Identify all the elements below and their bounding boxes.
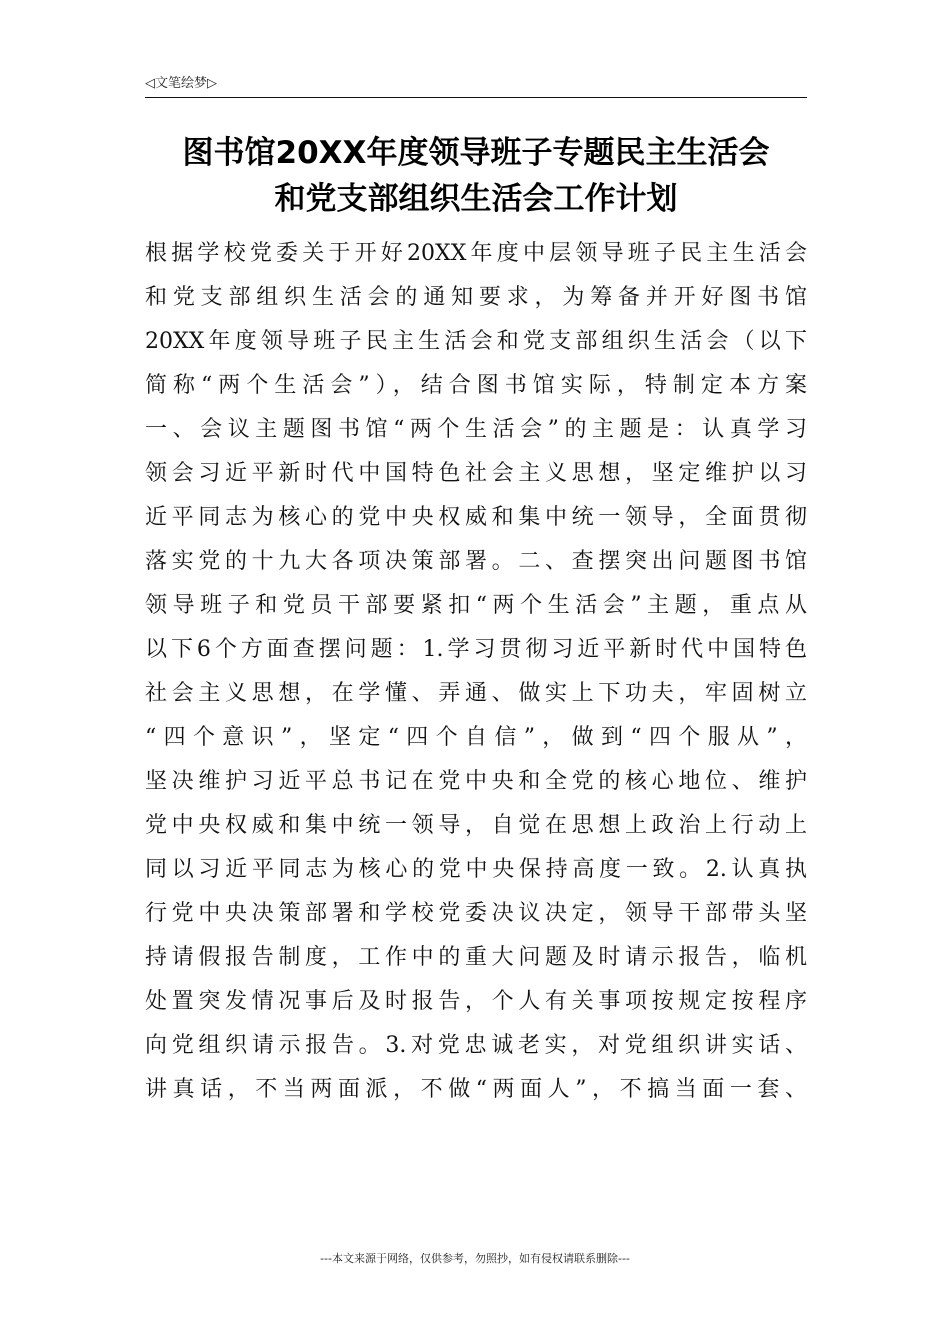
body-line: 以下6个方面查摆问题：1.学习贯彻习近平新时代中国特色: [145, 637, 807, 662]
document-title: [145, 130, 807, 222]
body-line: 一、会议主题图书馆“两个生活会”的主题是：认真学习: [145, 417, 807, 442]
header-divider: [145, 97, 807, 98]
body-line: 坚决维护习近平总书记在党中央和全党的核心地位、维护: [145, 769, 807, 794]
body-line: 社会主义思想，在学懂、弄通、做实上下功夫，牢固树立: [145, 681, 807, 706]
body-line: 20XX年度领导班子民主生活会和党支部组织生活会（以下: [145, 329, 807, 354]
body-line: 领导班子和党员干部要紧扣“两个生活会”主题，重点从: [145, 593, 807, 618]
body-line: 和党支部组织生活会的通知要求，为筹备并开好图书馆: [145, 285, 807, 310]
body-line: 处置突发情况事后及时报告，个人有关事项按规定按程序: [145, 989, 807, 1014]
body-line: 近平同志为核心的党中央权威和集中统一领导，全面贯彻: [145, 505, 807, 530]
body-line: 行党中央决策部署和学校党委决议决定，领导干部带头坚: [145, 901, 807, 926]
body-line: 讲真话，不当两面派，不做“两面人”，不搞当面一套、: [145, 1077, 807, 1102]
body-line: 向党组织请示报告。3.对党忠诚老实，对党组织讲实话、: [145, 1033, 807, 1058]
title-line-1: 图书馆20XX年度领导班子专题民主生活会: [182, 135, 770, 171]
body-line: 根据学校党委关于开好20XX年度中层领导班子民主生活会: [145, 241, 807, 266]
body-line: 简称“两个生活会”），结合图书馆实际，特制定本方案: [145, 373, 807, 398]
body-line: 落实党的十九大各项决策部署。二、查摆突出问题图书馆: [145, 549, 807, 574]
body-line: 党中央权威和集中统一领导，自觉在思想上政治上行动上: [145, 813, 807, 838]
document-body: [145, 232, 807, 1112]
title-line-2: 和党支部组织生活会工作计划: [274, 181, 678, 217]
document-header: ◁文笔绘梦▷: [145, 76, 217, 91]
document-footer: ---本文来源于网络，仅供参考，勿照抄，如有侵权请联系删除---: [320, 1252, 630, 1265]
body-line: 领会习近平新时代中国特色社会主义思想，坚定维护以习: [145, 461, 807, 486]
body-line: 同以习近平同志为核心的党中央保持高度一致。2.认真执: [145, 857, 807, 882]
body-line: 持请假报告制度，工作中的重大问题及时请示报告，临机: [145, 945, 807, 970]
body-line: “四个意识”，坚定“四个自信”，做到“四个服从”，: [145, 725, 807, 750]
